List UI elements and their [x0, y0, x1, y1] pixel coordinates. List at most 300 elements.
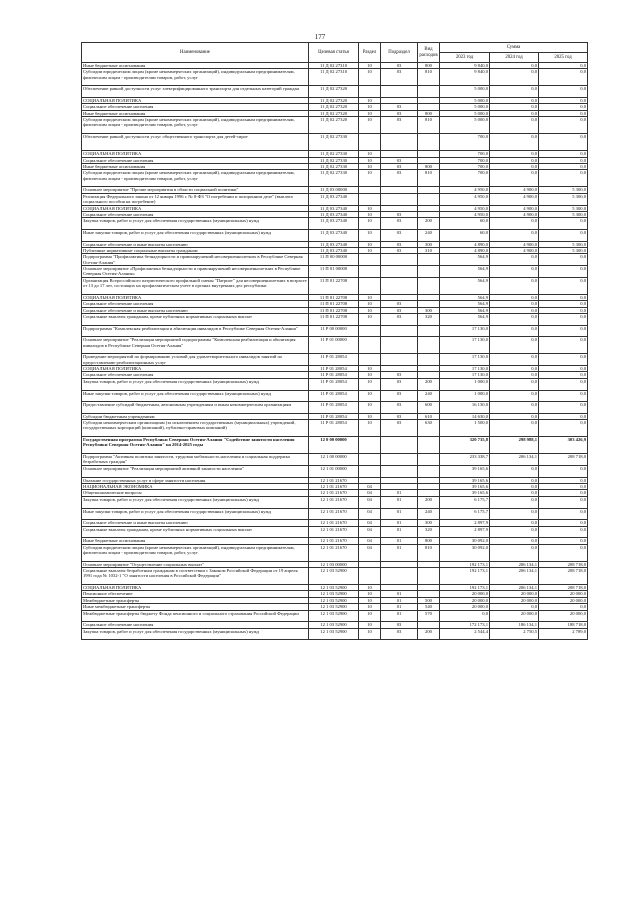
- row-subsection: 01: [381, 538, 418, 544]
- row-name: Иные межбюджетные трансферты: [82, 604, 309, 610]
- row-sum-2025: 0,0: [539, 301, 588, 307]
- row-subsection: 01: [381, 490, 418, 496]
- row-name: Закупка товаров, работ и услуг для обеспечения государственных (муниципальных) нужд: [82, 628, 309, 640]
- row-target: 11 Д 03 27340: [309, 205, 359, 211]
- row-name: Межбюджетные трансферты: [82, 597, 309, 603]
- row-target: 12 1 01 21670: [309, 538, 359, 544]
- row-sum-2025: 0,0: [539, 325, 588, 337]
- table-row: [82, 465, 588, 477]
- row-name: Иные бюджетные ассигнования: [82, 110, 309, 116]
- row-subsection: 03: [381, 372, 418, 378]
- row-subsection: 03: [381, 69, 418, 86]
- row-sum-2023: 17 130,0: [440, 354, 490, 366]
- row-sum-2023: 192 173,1: [440, 568, 490, 585]
- row-sum-2024: 20 000,0: [490, 591, 539, 597]
- row-name: СОЦИАЛЬНАЯ ПОЛИТИКА: [82, 98, 309, 104]
- row-name: СОЦИАЛЬНАЯ ПОЛИТИКА: [82, 294, 309, 300]
- row-sum-2025: 208 718,0: [539, 568, 588, 585]
- row-sum-2024: 0,0: [490, 170, 539, 187]
- row-sum-2025: 0,0: [539, 110, 588, 116]
- row-sum-2023: 2 897,9: [440, 526, 490, 538]
- row-target: 12 1 01 21670: [309, 520, 359, 526]
- row-name: Основное мероприятие "Реализация мероприятий подпрограммы "Комплексная реабилитация и абилитация инвалидов в Республике Северная Осетия-Алания": [82, 337, 309, 354]
- table-row: [82, 402, 588, 414]
- row-subsection: 03: [381, 170, 418, 187]
- row-sum-2024: 0,0: [490, 294, 539, 300]
- row-sum-2024: 0,0: [490, 266, 539, 278]
- row-sum-2025: 0,0: [539, 484, 588, 490]
- row-name: СОЦИАЛЬНАЯ ПОЛИТИКА: [82, 151, 309, 157]
- row-target: 12 1 01 21670: [309, 496, 359, 508]
- row-section: 10: [359, 402, 381, 414]
- row-target: 11 Д 02 27310: [309, 63, 359, 69]
- row-expense-type: 240: [418, 390, 440, 402]
- row-target: 11 Р 01 00000: [309, 337, 359, 354]
- row-sum-2025: 20 000,0: [539, 591, 588, 597]
- row-subsection: [381, 266, 418, 278]
- row-section: 10: [359, 585, 381, 591]
- row-sum-2023: 17 130,0: [440, 337, 490, 354]
- table-row: [82, 526, 588, 538]
- row-sum-2023: 233 338,7: [440, 454, 490, 466]
- row-sum-2023: 4 950,0: [440, 187, 490, 193]
- row-section: 10: [359, 110, 381, 116]
- row-sum-2025: 0,0: [539, 164, 588, 170]
- row-sum-2023: 4 950,0: [440, 211, 490, 217]
- row-sum-2023: 60,0: [440, 229, 490, 241]
- row-expense-type: 300: [418, 520, 440, 526]
- row-subsection: 03: [381, 229, 418, 241]
- row-expense-type: [418, 354, 440, 366]
- row-target: 11 Д 02 27330: [309, 164, 359, 170]
- row-name: Закупка товаров, работ и услуг для обеспечения государственных (муниципальных) нужд: [82, 496, 309, 508]
- row-section: 10: [359, 622, 381, 628]
- row-subsection: 03: [381, 164, 418, 170]
- row-target: 11 Р 01 28054: [309, 372, 359, 378]
- row-sum-2023: 1 500,0: [440, 420, 490, 437]
- row-sum-2023: 60,0: [440, 218, 490, 230]
- row-expense-type: 800: [418, 63, 440, 69]
- row-name: Иные закупки товаров, работ и услуг для обеспечения государственных (муниципальных) нужд: [82, 508, 309, 520]
- row-sum-2024: 0,0: [490, 110, 539, 116]
- row-name: СОЦИАЛЬНАЯ ПОЛИТИКА: [82, 366, 309, 372]
- row-subsection: 03: [381, 241, 418, 247]
- row-sum-2024: 20 000,0: [490, 597, 539, 603]
- row-section: 10: [359, 390, 381, 402]
- row-name: Предоставление субсидий бюджетным, автономным учреждениям и иным некоммерческим организациям: [82, 402, 309, 414]
- row-target: 11 Р 01 28054: [309, 402, 359, 414]
- row-expense-type: 320: [418, 313, 440, 325]
- row-expense-type: 200: [418, 218, 440, 230]
- table-row: [82, 117, 588, 134]
- row-target: 11 Р 00 00000: [309, 325, 359, 337]
- header-2023: 2023 год: [440, 53, 490, 63]
- row-section: 04: [359, 520, 381, 526]
- row-target: 11 П 01 00000: [309, 266, 359, 278]
- row-expense-type: [418, 325, 440, 337]
- row-sum-2023: 30 092,0: [440, 544, 490, 561]
- row-subsection: 03: [381, 420, 418, 437]
- row-sum-2025: 0,0: [539, 378, 588, 390]
- row-sum-2024: 4 900,0: [490, 205, 539, 211]
- row-subsection: 01: [381, 496, 418, 508]
- row-target: 11 П 01 22708: [309, 307, 359, 313]
- row-expense-type: 800: [418, 538, 440, 544]
- row-subsection: 03: [381, 390, 418, 402]
- row-sum-2025: 0,0: [539, 490, 588, 496]
- row-expense-type: 630: [418, 420, 440, 437]
- row-subsection: [381, 568, 418, 585]
- row-target: 12 1 01 21670: [309, 544, 359, 561]
- row-name: Обеспечение равной доступности услуг общественного транспорта для детей-сирот: [82, 134, 309, 151]
- row-sum-2025: 0,0: [539, 354, 588, 366]
- row-section: 10: [359, 313, 381, 325]
- row-name: Реализация Федерального закона от 12 января 1996 г. № 8-ФЗ "О погребении и похоронном деле" (выплата социального пособия на погребение): [82, 193, 309, 205]
- row-sum-2023: 700,0: [440, 157, 490, 163]
- row-target: 12 1 03 52900: [309, 628, 359, 640]
- row-target: 11 Р 01 28054: [309, 390, 359, 402]
- row-expense-type: 810: [418, 170, 440, 187]
- row-sum-2025: 0,0: [539, 402, 588, 414]
- row-target: 11 П 01 22708: [309, 313, 359, 325]
- row-sum-2023: 20 000,0: [440, 604, 490, 610]
- row-section: 04: [359, 544, 381, 561]
- row-section: 10: [359, 104, 381, 110]
- row-sum-2025: 0,0: [539, 337, 588, 354]
- row-sum-2025: 0,0: [539, 134, 588, 151]
- row-subsection: 03: [381, 413, 418, 419]
- table-row: [82, 218, 588, 230]
- row-name: Социальные выплаты гражданам, кроме публичных нормативных социальных выплат: [82, 313, 309, 325]
- row-sum-2024: 0,0: [490, 420, 539, 437]
- row-sum-2023: 6 175,7: [440, 496, 490, 508]
- row-target: 11 П 01 22708: [309, 294, 359, 300]
- row-name: Социальные выплаты безработным гражданам в соответствии с Законом Российской Федерации от 19 апреля 1991 года № 1032-1 "О занятости населения в Российской Федерации": [82, 568, 309, 585]
- row-section: [359, 86, 381, 98]
- row-sum-2025: 0,0: [539, 604, 588, 610]
- row-subsection: [381, 337, 418, 354]
- row-expense-type: 610: [418, 413, 440, 419]
- table-row: [82, 254, 588, 266]
- row-subsection: 03: [381, 301, 418, 307]
- table-row: [82, 69, 588, 86]
- row-target: 11 Д 02 27320: [309, 86, 359, 98]
- row-sum-2023: 564,9: [440, 313, 490, 325]
- table-row: [82, 378, 588, 390]
- row-sum-2025: 0,0: [539, 526, 588, 538]
- row-name: Подпрограмма "Профилактика безнадзорности и правонарушений несовершеннолетних в Республике Северная Осетия-Алания": [82, 254, 309, 266]
- row-sum-2023: 16 130,0: [440, 402, 490, 414]
- row-sum-2025: 0,0: [539, 104, 588, 110]
- row-sum-2025: 0,0: [539, 98, 588, 104]
- row-subsection: [381, 437, 418, 454]
- row-sum-2025: 5 300,0: [539, 187, 588, 193]
- row-sum-2024: 0,0: [490, 98, 539, 104]
- row-sum-2024: 0,0: [490, 604, 539, 610]
- header-name: Наименование: [82, 43, 309, 63]
- row-sum-2025: 0,0: [539, 520, 588, 526]
- row-section: 10: [359, 241, 381, 247]
- row-section: 10: [359, 420, 381, 437]
- row-target: 11 Д 02 27320: [309, 104, 359, 110]
- row-sum-2024: 0,0: [490, 402, 539, 414]
- row-expense-type: [418, 254, 440, 266]
- table-row: [82, 508, 588, 520]
- row-sum-2025: 0,0: [539, 508, 588, 520]
- row-section: [359, 266, 381, 278]
- row-sum-2024: 0,0: [490, 544, 539, 561]
- row-sum-2024: 0,0: [490, 378, 539, 390]
- header-2025: 2025 год: [539, 53, 588, 63]
- row-sum-2024: 4 900,0: [490, 187, 539, 193]
- row-target: 11 П 00 00000: [309, 254, 359, 266]
- row-sum-2023: 4 950,0: [440, 205, 490, 211]
- row-sum-2024: 0,0: [490, 313, 539, 325]
- row-target: 11 П 01 22708: [309, 277, 359, 294]
- row-subsection: 03: [381, 313, 418, 325]
- row-sum-2024: 0,0: [490, 104, 539, 110]
- row-name: Проведение мероприятий по формированию условий для удовлетворительного инвалидов занятий по предоставлению реабилитационных услуг: [82, 354, 309, 366]
- row-name: Социальное обеспечение населения: [82, 211, 309, 217]
- row-target: 12 1 03 52900: [309, 597, 359, 603]
- row-sum-2024: 0,0: [490, 496, 539, 508]
- row-sum-2024: 0,0: [490, 218, 539, 230]
- row-name: Субсидии юридическим лицам (кроме некоммерческих организаций), индивидуальным предпринимателям, физическим лицам - производителям товаров, работ, услуг: [82, 170, 309, 187]
- row-sum-2024: 0,0: [490, 526, 539, 538]
- row-section: 10: [359, 205, 381, 211]
- row-subsection: 01: [381, 520, 418, 526]
- row-target: 11 Д 03 27340: [309, 241, 359, 247]
- row-sum-2024: 0,0: [490, 372, 539, 378]
- table-row: [82, 568, 588, 585]
- row-sum-2023: 17 130,0: [440, 372, 490, 378]
- row-sum-2023: 5 000,0: [440, 86, 490, 98]
- header-section: Раздел: [359, 43, 381, 63]
- table-row: [82, 337, 588, 354]
- row-sum-2024: 206 134,1: [490, 568, 539, 585]
- row-sum-2023: 6 175,7: [440, 508, 490, 520]
- row-subsection: 01: [381, 508, 418, 520]
- row-section: 10: [359, 628, 381, 640]
- row-subsection: [381, 254, 418, 266]
- row-sum-2024: 0,0: [490, 337, 539, 354]
- row-subsection: [381, 193, 418, 205]
- row-sum-2025: 5 300,0: [539, 248, 588, 254]
- header-sum: Сумма: [440, 43, 588, 53]
- row-sum-2025: 0,0: [539, 151, 588, 157]
- row-section: 10: [359, 604, 381, 610]
- row-sum-2024: 0,0: [490, 157, 539, 163]
- row-expense-type: [418, 266, 440, 278]
- row-target: 11 Р 01 28054: [309, 420, 359, 437]
- row-target: 12 0 00 00000: [309, 437, 359, 454]
- row-expense-type: 300: [418, 241, 440, 247]
- row-sum-2023: 564,9: [440, 307, 490, 313]
- row-target: 11 Д 02 27320: [309, 98, 359, 104]
- header-2024: 2024 год: [490, 53, 539, 63]
- row-expense-type: 200: [418, 496, 440, 508]
- row-section: 10: [359, 597, 381, 603]
- row-section: 04: [359, 508, 381, 520]
- row-sum-2023: 4 890,0: [440, 241, 490, 247]
- row-sum-2023: 14 630,0: [440, 413, 490, 419]
- row-expense-type: [418, 193, 440, 205]
- row-sum-2025: 5 300,0: [539, 205, 588, 211]
- table-row: [82, 390, 588, 402]
- row-sum-2023: 9 840,0: [440, 69, 490, 86]
- row-sum-2025: 0,0: [539, 117, 588, 134]
- row-expense-type: 240: [418, 508, 440, 520]
- row-target: 11 Д 02 27330: [309, 170, 359, 187]
- row-sum-2024: 0,0: [490, 277, 539, 294]
- row-expense-type: 500: [418, 597, 440, 603]
- row-sum-2023: 39 165,6: [440, 490, 490, 496]
- row-sum-2023: 5 000,0: [440, 104, 490, 110]
- row-subsection: [381, 134, 418, 151]
- row-target: 12 1 01 21670: [309, 526, 359, 538]
- row-sum-2023: 4 950,0: [440, 193, 490, 205]
- row-sum-2023: 564,9: [440, 294, 490, 300]
- row-expense-type: 310: [418, 248, 440, 254]
- row-section: [359, 437, 381, 454]
- row-name: Иные бюджетные ассигнования: [82, 164, 309, 170]
- row-name: Иные бюджетные ассигнования: [82, 538, 309, 544]
- row-sum-2025: 208 718,0: [539, 454, 588, 466]
- row-sum-2023: 17 130,0: [440, 366, 490, 372]
- row-sum-2023: 5 000,0: [440, 110, 490, 116]
- row-name: Социальное обеспечение населения: [82, 157, 309, 163]
- row-sum-2025: 0,0: [539, 63, 588, 69]
- row-subsection: 03: [381, 117, 418, 134]
- table-row: [82, 354, 588, 366]
- row-name: Основное мероприятие "Реализация мероприятий активной занятости населения": [82, 465, 309, 477]
- row-target: 12 1 03 52900: [309, 568, 359, 585]
- row-target: 11 Р 01 28054: [309, 378, 359, 390]
- table-row: [82, 266, 588, 278]
- row-sum-2025: 208 718,0: [539, 585, 588, 591]
- row-sum-2023: 5 000,0: [440, 98, 490, 104]
- row-expense-type: 600: [418, 402, 440, 414]
- row-sum-2024: 0,0: [490, 354, 539, 366]
- row-name: Иные бюджетные ассигнования: [82, 63, 309, 69]
- row-sum-2023: 192 173,1: [440, 561, 490, 567]
- row-name: Субсидии юридическим лицам (кроме некоммерческих организаций), индивидуальным предпринимателям, физическим лицам - производителям товаров, работ, услуг: [82, 69, 309, 86]
- row-sum-2023: 320 735,8: [440, 437, 490, 454]
- table-row: [82, 544, 588, 561]
- row-section: 10: [359, 413, 381, 419]
- budget-table: [81, 42, 588, 640]
- row-subsection: 01: [381, 597, 418, 603]
- row-subsection: [381, 325, 418, 337]
- row-sum-2024: 4 900,0: [490, 248, 539, 254]
- table-row: [82, 454, 588, 466]
- row-name: Социальное обеспечение и иные выплаты населению: [82, 520, 309, 526]
- row-sum-2025: 0,0: [539, 420, 588, 437]
- row-name: Оказание государственных услуг в сфере занятости населения: [82, 477, 309, 483]
- row-section: 10: [359, 372, 381, 378]
- row-sum-2023: 17 130,0: [440, 325, 490, 337]
- row-expense-type: [418, 86, 440, 98]
- row-sum-2023: 564,9: [440, 266, 490, 278]
- row-expense-type: [418, 568, 440, 585]
- row-subsection: 03: [381, 628, 418, 640]
- row-subsection: [381, 465, 418, 477]
- row-section: [359, 277, 381, 294]
- row-sum-2024: 186 134,1: [490, 622, 539, 628]
- row-sum-2025: 0,0: [539, 157, 588, 163]
- row-sum-2025: 2 789,0: [539, 628, 588, 640]
- row-sum-2025: 20 000,0: [539, 610, 588, 622]
- row-target: 11 Д 03 27340: [309, 211, 359, 217]
- row-expense-type: 540: [418, 604, 440, 610]
- row-sum-2023: 564,9: [440, 301, 490, 307]
- row-sum-2023: 0,0: [440, 610, 490, 622]
- row-sum-2023: 4 890,0: [440, 248, 490, 254]
- row-sum-2025: 0,0: [539, 229, 588, 241]
- row-sum-2025: 0,0: [539, 313, 588, 325]
- row-sum-2024: 206 134,1: [490, 454, 539, 466]
- header-subsection: Подраздел: [381, 43, 418, 63]
- row-expense-type: 570: [418, 610, 440, 622]
- row-target: 11 П 01 22708: [309, 301, 359, 307]
- row-sum-2023: 20 000,0: [440, 591, 490, 597]
- row-sum-2024: 4 900,0: [490, 241, 539, 247]
- row-sum-2025: 0,0: [539, 294, 588, 300]
- row-sum-2025: 0,0: [539, 477, 588, 483]
- row-expense-type: 800: [418, 164, 440, 170]
- row-section: 10: [359, 366, 381, 372]
- row-section: 10: [359, 301, 381, 307]
- row-name: Основное мероприятие "Осуществление социальных выплат": [82, 561, 309, 567]
- row-sum-2025: 20 000,0: [539, 597, 588, 603]
- row-sum-2023: 700,0: [440, 170, 490, 187]
- row-name: Социальное обеспечение населения: [82, 622, 309, 628]
- row-sum-2024: 0,0: [490, 117, 539, 134]
- row-target: 12 1 03 52900: [309, 622, 359, 628]
- row-name: Социальное обеспечение населения: [82, 301, 309, 307]
- page-number: 177: [314, 33, 326, 41]
- table-row: [82, 437, 588, 454]
- row-target: 11 Д 02 27330: [309, 151, 359, 157]
- row-target: 12 1 03 52900: [309, 604, 359, 610]
- row-sum-2024: 0,0: [490, 366, 539, 372]
- row-section: 04: [359, 538, 381, 544]
- row-expense-type: 810: [418, 544, 440, 561]
- row-sum-2025: 0,0: [539, 307, 588, 313]
- row-target: 12 1 03 52900: [309, 610, 359, 622]
- row-sum-2024: 0,0: [490, 164, 539, 170]
- row-sum-2024: 0,0: [490, 413, 539, 419]
- table-row: [82, 610, 588, 622]
- row-target: 12 1 01 21670: [309, 484, 359, 490]
- row-name: Субсидии некоммерческим организациям (за исключением государственных (муниципальных) учреждений, государственных корпораций (компаний), публично-правовых компаний): [82, 420, 309, 437]
- row-name: Закупка товаров, работ и услуг для обеспечения государственных (муниципальных) нужд: [82, 378, 309, 390]
- row-section: 10: [359, 378, 381, 390]
- row-expense-type: 200: [418, 628, 440, 640]
- row-sum-2023: 5 000,0: [440, 117, 490, 134]
- row-target: 11 Д 03 27340: [309, 193, 359, 205]
- row-name: Подпрограмма "Активная политика занятости, трудовая мобильность населения и социальная поддержка безработных граждан": [82, 454, 309, 466]
- table-row: [82, 134, 588, 151]
- row-subsection: 03: [381, 307, 418, 313]
- row-sum-2025: 0,0: [539, 366, 588, 372]
- row-sum-2025: 0,0: [539, 218, 588, 230]
- row-sum-2024: 0,0: [490, 307, 539, 313]
- row-section: 04: [359, 526, 381, 538]
- row-section: 10: [359, 610, 381, 622]
- table-row: [82, 420, 588, 437]
- row-sum-2024: 0,0: [490, 151, 539, 157]
